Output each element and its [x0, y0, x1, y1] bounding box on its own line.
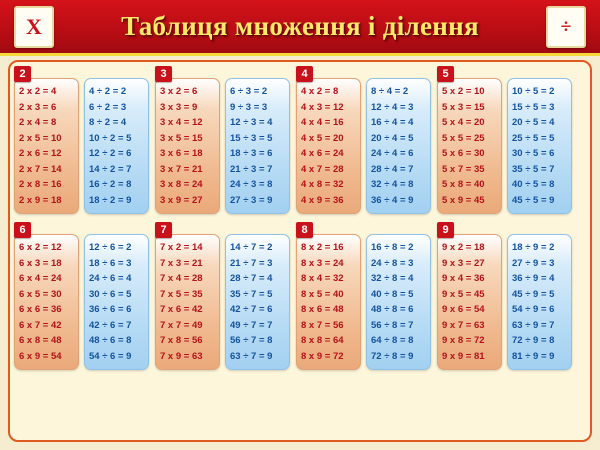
equation-cell: 81 ÷ 9 = 9	[512, 350, 555, 362]
multiplication-column	[437, 78, 502, 214]
equation-cell: 72 ÷ 8 = 9	[371, 350, 414, 362]
equation-cell: 3 х 3 = 9	[160, 101, 198, 113]
equation-cell: 16 ÷ 4 = 4	[371, 117, 414, 128]
group-badge: 4	[296, 66, 313, 82]
equation-cell: 9 х 6 = 54	[442, 304, 485, 315]
division-column	[225, 78, 290, 214]
equation-cell: 7 х 7 = 49	[160, 319, 203, 331]
equation-cell: 2 х 3 = 6	[19, 101, 57, 113]
division-column	[366, 234, 431, 370]
equation-cell: 9 х 3 = 27	[442, 257, 485, 269]
group-badge: 9	[437, 222, 454, 238]
equation-cell: 12 ÷ 3 = 4	[230, 117, 273, 128]
equation-cell: 8 х 7 = 56	[301, 319, 344, 331]
equation-cell: 6 х 3 = 18	[19, 257, 62, 269]
equation-cell: 7 х 3 = 21	[160, 257, 203, 269]
equation-cell: 56 ÷ 8 = 7	[371, 319, 414, 331]
equation-cell: 72 ÷ 9 = 8	[512, 335, 555, 346]
division-column	[366, 78, 431, 214]
equation-cell: 63 ÷ 7 = 9	[230, 350, 273, 362]
equation-cell: 9 ÷ 3 = 3	[230, 101, 268, 113]
equation-cell: 4 х 5 = 20	[301, 132, 344, 144]
equation-cell: 6 х 6 = 36	[19, 304, 62, 315]
equation-cell: 4 х 3 = 12	[301, 101, 344, 113]
equation-cell: 42 ÷ 7 = 6	[230, 304, 273, 315]
equation-cell: 36 ÷ 4 = 9	[371, 194, 414, 206]
equation-cell: 48 ÷ 6 = 8	[89, 335, 132, 346]
equation-cell: 63 ÷ 9 = 7	[512, 319, 555, 331]
equation-cell: 12 ÷ 2 = 6	[89, 148, 132, 159]
division-sign-badge: ÷	[546, 6, 586, 48]
table-group-4	[296, 66, 431, 214]
equation-cell: 45 ÷ 9 = 5	[512, 288, 555, 300]
equation-cell: 40 ÷ 8 = 5	[371, 288, 414, 300]
equation-cell: 30 ÷ 6 = 5	[89, 288, 132, 300]
table-group-5	[437, 66, 572, 214]
multiplication-sign-badge: X	[14, 6, 54, 48]
division-column	[84, 234, 149, 370]
equation-cell: 9 х 7 = 63	[442, 319, 485, 331]
equation-cell: 7 х 8 = 56	[160, 335, 203, 346]
equation-cell: 6 х 8 = 48	[19, 335, 62, 346]
equation-cell: 12 ÷ 6 = 2	[89, 242, 132, 253]
equation-cell: 36 ÷ 9 = 4	[512, 273, 555, 284]
equation-cell: 3 х 9 = 27	[160, 194, 203, 206]
equation-cell: 18 ÷ 2 = 9	[89, 194, 132, 206]
equation-cell: 8 х 6 = 48	[301, 304, 344, 315]
division-column	[84, 78, 149, 214]
equation-cell: 5 х 5 = 25	[442, 132, 485, 144]
equation-cell: 6 х 7 = 42	[19, 319, 62, 331]
equation-cell: 5 х 2 = 10	[442, 86, 485, 97]
equation-cell: 56 ÷ 7 = 8	[230, 335, 273, 346]
equation-cell: 3 х 7 = 21	[160, 163, 203, 175]
equation-cell: 6 х 5 = 30	[19, 288, 62, 300]
group-badge: 5	[437, 66, 454, 82]
equation-cell: 6 ÷ 2 = 3	[89, 101, 127, 113]
equation-cell: 8 х 2 = 16	[301, 242, 344, 253]
equation-cell: 27 ÷ 9 = 3	[512, 257, 555, 269]
equation-cell: 14 ÷ 2 = 7	[89, 163, 132, 175]
equation-cell: 4 х 7 = 28	[301, 163, 344, 175]
multiplication-column	[14, 78, 79, 214]
equation-cell: 5 х 4 = 20	[442, 117, 485, 128]
equation-cell: 4 х 6 = 24	[301, 148, 344, 159]
equation-cell: 7 х 5 = 35	[160, 288, 203, 300]
equation-cell: 2 х 4 = 8	[19, 117, 57, 128]
equation-cell: 30 ÷ 5 = 6	[512, 148, 555, 159]
equation-cell: 8 х 9 = 72	[301, 350, 344, 362]
equation-cell: 3 х 5 = 15	[160, 132, 203, 144]
equation-cell: 54 ÷ 6 = 9	[89, 350, 132, 362]
multiplication-column	[155, 234, 220, 370]
table-row	[14, 66, 586, 214]
equation-cell: 2 х 8 = 16	[19, 179, 62, 190]
table-row	[14, 222, 586, 370]
equation-cell: 3 х 6 = 18	[160, 148, 203, 159]
equation-cell: 7 х 6 = 42	[160, 304, 203, 315]
equation-cell: 25 ÷ 5 = 5	[512, 132, 555, 144]
equation-cell: 27 ÷ 3 = 9	[230, 194, 273, 206]
equation-cell: 49 ÷ 7 = 7	[230, 319, 273, 331]
equation-cell: 9 х 8 = 72	[442, 335, 485, 346]
equation-cell: 2 х 9 = 18	[19, 194, 62, 206]
table-group-3	[155, 66, 290, 214]
equation-cell: 18 ÷ 6 = 3	[89, 257, 132, 269]
equation-cell: 4 х 2 = 8	[301, 86, 339, 97]
equation-cell: 4 х 4 = 16	[301, 117, 344, 128]
equation-cell: 9 х 5 = 45	[442, 288, 485, 300]
group-badge: 3	[155, 66, 172, 82]
equation-cell: 5 х 3 = 15	[442, 101, 485, 113]
equation-cell: 5 х 6 = 30	[442, 148, 485, 159]
equation-cell: 40 ÷ 5 = 8	[512, 179, 555, 190]
equation-cell: 45 ÷ 5 = 9	[512, 194, 555, 206]
division-column	[225, 234, 290, 370]
table-group-2	[14, 66, 149, 214]
equation-cell: 9 х 2 = 18	[442, 242, 485, 253]
equation-cell: 42 ÷ 6 = 7	[89, 319, 132, 331]
table-group-8	[296, 222, 431, 370]
equation-cell: 7 х 9 = 63	[160, 350, 203, 362]
equation-cell: 5 х 7 = 35	[442, 163, 485, 175]
equation-cell: 54 ÷ 9 = 6	[512, 304, 555, 315]
table-group-6	[14, 222, 149, 370]
group-badge: 2	[14, 66, 31, 82]
division-column	[507, 234, 572, 370]
equation-cell: 6 ÷ 3 = 2	[230, 86, 268, 97]
equation-cell: 10 ÷ 5 = 2	[512, 86, 555, 97]
equation-cell: 2 х 6 = 12	[19, 148, 62, 159]
equation-cell: 28 ÷ 7 = 4	[230, 273, 273, 284]
multiplication-column	[296, 78, 361, 214]
equation-cell: 5 х 8 = 40	[442, 179, 485, 190]
equation-cell: 5 х 9 = 45	[442, 194, 485, 206]
equation-cell: 28 ÷ 4 = 7	[371, 163, 414, 175]
equation-cell: 21 ÷ 7 = 3	[230, 257, 273, 269]
equation-cell: 2 х 7 = 14	[19, 163, 62, 175]
equation-cell: 16 ÷ 2 = 8	[89, 179, 132, 190]
equation-cell: 36 ÷ 6 = 6	[89, 304, 132, 315]
equation-cell: 20 ÷ 4 = 5	[371, 132, 414, 144]
table-group-7	[155, 222, 290, 370]
equation-cell: 32 ÷ 4 = 8	[371, 179, 414, 190]
group-badge: 8	[296, 222, 313, 238]
equation-cell: 6 х 2 = 12	[19, 242, 62, 253]
equation-cell: 8 х 3 = 24	[301, 257, 344, 269]
equation-cell: 14 ÷ 7 = 2	[230, 242, 273, 253]
multiplication-column	[14, 234, 79, 370]
equation-cell: 8 ÷ 2 = 4	[89, 117, 127, 128]
equation-cell: 3 х 8 = 24	[160, 179, 203, 190]
tables-grid	[14, 66, 586, 426]
equation-cell: 15 ÷ 3 = 5	[230, 132, 273, 144]
multiplication-column	[437, 234, 502, 370]
equation-cell: 35 ÷ 5 = 7	[512, 163, 555, 175]
equation-cell: 32 ÷ 8 = 4	[371, 273, 414, 284]
title-banner	[0, 0, 600, 56]
equation-cell: 64 ÷ 8 = 8	[371, 335, 414, 346]
equation-cell: 18 ÷ 3 = 6	[230, 148, 273, 159]
equation-cell: 2 х 2 = 4	[19, 86, 57, 97]
multiplication-column	[155, 78, 220, 214]
equation-cell: 15 ÷ 5 = 3	[512, 101, 555, 113]
equation-cell: 35 ÷ 7 = 5	[230, 288, 273, 300]
page-title: Таблиця множення і ділення	[121, 11, 479, 41]
equation-cell: 6 х 9 = 54	[19, 350, 62, 362]
equation-cell: 48 ÷ 8 = 6	[371, 304, 414, 315]
equation-cell: 8 х 8 = 64	[301, 335, 344, 346]
equation-cell: 21 ÷ 3 = 7	[230, 163, 273, 175]
equation-cell: 3 х 4 = 12	[160, 117, 203, 128]
equation-cell: 2 х 5 = 10	[19, 132, 62, 144]
group-badge: 6	[14, 222, 31, 238]
equation-cell: 24 ÷ 6 = 4	[89, 273, 132, 284]
equation-cell: 8 ÷ 4 = 2	[371, 86, 409, 97]
division-column	[507, 78, 572, 214]
equation-cell: 9 х 9 = 81	[442, 350, 485, 362]
equation-cell: 7 х 2 = 14	[160, 242, 203, 253]
equation-cell: 8 х 5 = 40	[301, 288, 344, 300]
equation-cell: 24 ÷ 8 = 3	[371, 257, 414, 269]
equation-cell: 12 ÷ 4 = 3	[371, 101, 414, 113]
equation-cell: 18 ÷ 9 = 2	[512, 242, 555, 253]
table-group-9	[437, 222, 572, 370]
multiplication-column	[296, 234, 361, 370]
group-badge: 7	[155, 222, 172, 238]
equation-cell: 3 х 2 = 6	[160, 86, 198, 97]
equation-cell: 6 х 4 = 24	[19, 273, 62, 284]
equation-cell: 4 ÷ 2 = 2	[89, 86, 127, 97]
equation-cell: 24 ÷ 4 = 6	[371, 148, 414, 159]
equation-cell: 4 х 9 = 36	[301, 194, 344, 206]
equation-cell: 7 х 4 = 28	[160, 273, 203, 284]
equation-cell: 24 ÷ 3 = 8	[230, 179, 273, 190]
equation-cell: 10 ÷ 2 = 5	[89, 132, 132, 144]
equation-cell: 9 х 4 = 36	[442, 273, 485, 284]
equation-cell: 20 ÷ 5 = 4	[512, 117, 555, 128]
equation-cell: 8 х 4 = 32	[301, 273, 344, 284]
equation-cell: 4 х 8 = 32	[301, 179, 344, 190]
equation-cell: 16 ÷ 8 = 2	[371, 242, 414, 253]
